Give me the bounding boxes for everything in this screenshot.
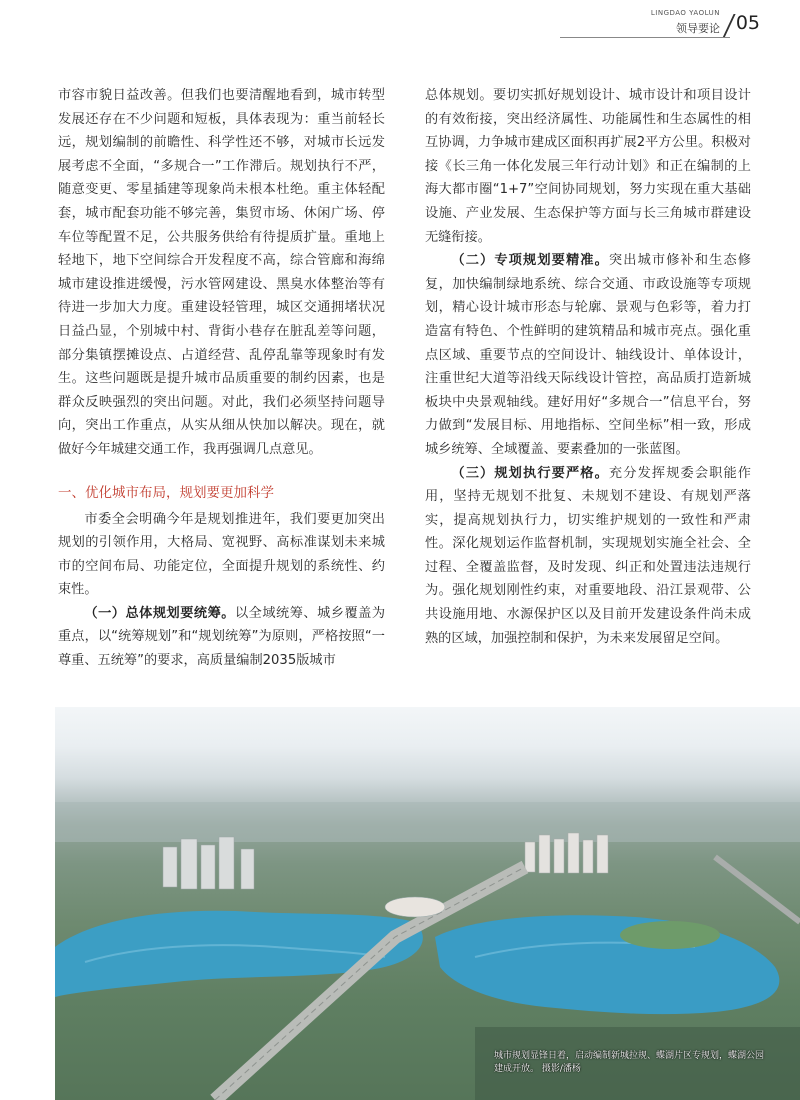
page-header [600,8,760,38]
header-rule [560,37,730,38]
section-title: 领导要论 [676,22,720,35]
subheading: （二）专项规划要精准。 [451,253,609,269]
side-road [715,857,800,922]
paragraph [425,462,751,651]
lakeside-pavilion [385,897,445,917]
paragraph [425,249,751,461]
tower-cluster-left [163,837,254,889]
paragraph: 总体规划。要切实抓好规划设计、城市设计和项目设计的有效衔接，突出经济属性、功能属性和生态属性的相互协调，力争城市建成区面积再扩展2平方公里。积极对接《长三角一体化发展三年行动计划》和正在编制的上海大都市圈“1+7”空间协同规划，努力实现在重大基础设施、产业发展、生态保护等方面与长三角城市群建设无缝衔接。 [425,88,751,245]
paragraph: 市委全会明确今年是规划推进年，我们要更加突出规划的引领作用，大格局、宽视野、高标准谋划未来城市的空间布局、功能定位，全面提升规划的系统性、约束性。 [58,511,385,598]
right-column [425,84,751,650]
left-column [58,84,385,673]
section-heading: 一、优化城市布局，规划要更加科学 [58,484,274,501]
paragraph-text: 突出城市修补和生态修复，加快编制绿地系统、综合交通、市政设施等专项规划，精心设计城市形态与轮廓、景观与色彩等，着力打造富有特色、个性鲜明的建筑精品和城市亮点。强化重点区域、重要节点的空间设计、轴线设计、单体设计，注重世纪大道等沿线天际线设计管控，高品质打造新城板块中央景观轴线。建好用好“多规合一”信息平台，努力做到“发展目标、用地指标、空间坐标”相一致，形成城乡统筹、全域覆盖、要素叠加的一张蓝图。 [425,253,751,457]
paragraph [58,602,385,673]
paragraph-text: 充分发挥规委会职能作用，坚持无规划不批复、未规划不建设、有规划严落实，提高规划执行力，切实维护规划的一致性和严肃性。深化规划运作监督机制，实现规划实施全社会、全过程、全覆盖监督，及时发现、纠正和处置违法违规行为。强化规划刚性约束，对重要地段、沿江景观带、公共设施用地、水源保护区以及目前开发建设条件尚未成熟的区域，加强控制和保护，为未来发展留足空间。 [425,465,751,646]
island [620,921,720,949]
right-lake [435,915,779,1014]
horizon-haze [55,802,800,842]
aerial-city-photo [55,707,800,1100]
page-number: 05 [735,12,760,34]
photo-caption: 城市规划显锋日着，启动编制新城拉规、蝶湖片区专规划，蝶湖公园建成开放。 摄影/潘杨 [494,1051,765,1074]
header-slash-divider [722,14,735,38]
paragraph-text: 以全域统筹、城乡覆盖为重点，以“统筹规划”和“规划统筹”为原则，严格按照“一尊重、五统筹”的要求，高质量编制2035版城市 [58,605,386,669]
aerial-illustration [55,707,800,1100]
subheading: （一）总体规划要统筹。 [84,605,235,621]
section-pinyin: LINGDAO YAOLUN [650,9,720,17]
paragraph: 市容市貌日益改善。但我们也要清醒地看到，城市转型发展还存在不少问题和短板，具体表现为：重当前轻长远，规划编制的前瞻性、科学性还不够，对城市长远发展考虑不全面，“多规合一”工作滞后。规划执行不严，随意变更、零星插建等现象尚未根本杜绝。重主体轻配套，城市配套功能不够完善，集贸市场、休闲广场、停车位等配置不足，公共服务供给有待提质扩量。重地上轻地下，地下空间综合开发程度不高，综合管廊和海绵城市建设推进缓慢，污水管网建设、黑臭水体整治等有待进一步加大力度。重建设轻管理，城区交通拥堵状况日益凸显，个别城中村、背街小巷存在脏乱差等问题，部分集镇摆摊设点、占道经营、乱停乱靠等现象时有发生。这些问题既是提升城市品质重要的制约因素，也是群众反映强烈的突出问题。对此，我们必须坚持问题导向，突出工作重点，从实从细从快加以解决。现在，就做好今年城建交通工作，我再强调几点意见。 [58,88,385,457]
subheading: （三）规划执行要严格。 [451,465,609,481]
